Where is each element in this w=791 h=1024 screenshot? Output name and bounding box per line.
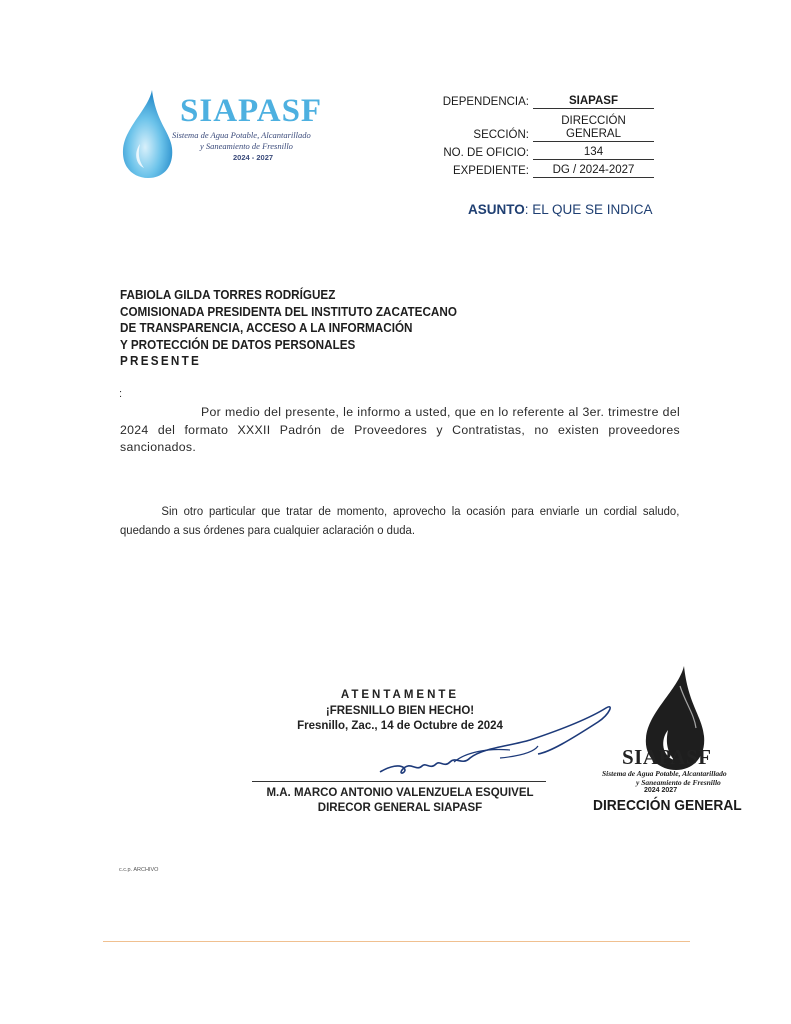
info-label: EXPEDIENTE: xyxy=(452,165,529,177)
signer-name: M.A. MARCO ANTONIO VALENZUELA ESQUIVEL xyxy=(266,787,534,799)
logo-subtitle-1: Sistema de Agua Potable, Alcantarillado xyxy=(172,130,311,140)
signer-block xyxy=(250,786,550,816)
recipient-line-3: DE TRANSPARENCIA, ACCESO A LA INFORMACIÓN xyxy=(120,320,413,335)
recipient-line-2: COMISIONADA PRESIDENTA DEL INSTITUTO ZACATECANO xyxy=(120,303,457,319)
info-label: DEPENDENCIA: xyxy=(442,96,529,108)
stamp-subtitle-1: Sistema de Agua Potable, Alcantarillado xyxy=(602,769,727,778)
info-row-dependencia xyxy=(432,90,654,108)
recipient-block xyxy=(120,287,457,370)
recipient-name: FABIOLA GILDA TORRES RODRÍGUEZ xyxy=(120,287,336,302)
info-row-seccion xyxy=(432,108,654,141)
info-label: NO. DE OFICIO: xyxy=(443,147,529,159)
subject-value: : EL QUE SE INDICA xyxy=(524,202,653,217)
document-info-table xyxy=(432,90,654,178)
signer-title: DIRECOR GENERAL SIAPASF xyxy=(317,802,483,814)
closing-atentamente: ATENTAMENTE xyxy=(340,689,460,701)
handwritten-signature xyxy=(370,700,620,785)
info-row-expediente xyxy=(432,159,654,177)
copy-to-archive: c.c.p. ARCHIVO xyxy=(119,867,159,873)
water-drop-logo-icon xyxy=(118,88,176,180)
stamp-title: SIAPASF xyxy=(622,745,712,769)
info-row-oficio xyxy=(432,141,654,159)
info-value: DIRECCIÓN GENERAL xyxy=(533,108,654,141)
subject-line xyxy=(468,202,653,217)
closing-place-date: Fresnillo, Zac., 14 de Octubre de 2024 xyxy=(297,720,503,732)
subject-label: ASUNTO xyxy=(468,202,525,217)
stamp-subtitle-2: y Saneamiento de Fresnillo xyxy=(636,778,721,787)
info-value: DG / 2024-2027 xyxy=(533,159,654,177)
body-paragraph-1: Por medio del presente, le informo a usted, que en lo referente al 3er. trimestre del 2024 del formato XXXII Padrón de Proveedores y Contratistas, no existen proveedores sancionados. xyxy=(120,405,680,454)
closing-motto: ¡FRESNILLO BIEN HECHO! xyxy=(325,704,475,717)
signature-line xyxy=(252,781,546,782)
salutation-colon: : xyxy=(119,388,123,400)
info-value: 134 xyxy=(533,141,654,159)
body-paragraph-2: Sin otro particular que tratar de momento, aprovecho la ocasión para enviarle un cordial saludo, quedando a sus órdenes para cualquier aclaración o duda. xyxy=(120,504,680,537)
recipient-line-4: Y PROTECCIÓN DE DATOS PERSONALES xyxy=(120,336,356,352)
stamp-department: DIRECCIÓN GENERAL xyxy=(593,797,742,814)
info-label: SECCIÓN: xyxy=(473,129,529,141)
logo-title: SIAPASF xyxy=(180,93,323,129)
info-value: SIAPASF xyxy=(533,90,654,108)
footer-divider xyxy=(103,941,690,942)
stamp-years: 2024 2027 xyxy=(644,787,678,794)
logo-subtitle-2: y Saneamiento de Fresnillo xyxy=(200,141,293,151)
presente-label: PRESENTE xyxy=(120,353,202,368)
logo-years: 2024 - 2027 xyxy=(233,153,274,162)
